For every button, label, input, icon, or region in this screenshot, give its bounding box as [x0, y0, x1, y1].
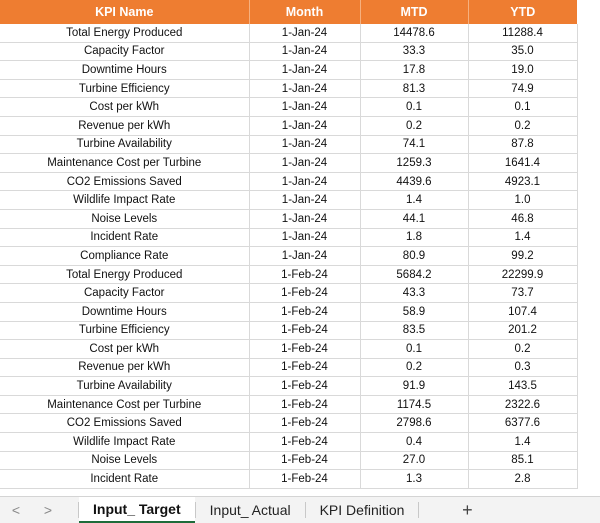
kpi-name-cell[interactable]: Turbine Efficiency	[0, 79, 249, 98]
table-row	[0, 98, 577, 117]
kpi-name-cell[interactable]: Cost per kWh	[0, 340, 249, 359]
mtd-cell[interactable]: 1259.3	[360, 154, 468, 173]
month-cell[interactable]: 1-Feb-24	[249, 284, 360, 303]
header-row	[0, 0, 577, 24]
kpi-name-cell[interactable]: Maintenance Cost per Turbine	[0, 395, 249, 414]
table-row	[0, 79, 577, 98]
month-cell[interactable]: 1-Jan-24	[249, 61, 360, 80]
kpi-name-cell[interactable]: Cost per kWh	[0, 98, 249, 117]
kpi-name-cell[interactable]: Incident Rate	[0, 228, 249, 247]
month-cell[interactable]: 1-Jan-24	[249, 154, 360, 173]
table-row	[0, 116, 577, 135]
table-row	[0, 209, 577, 228]
tab-divider	[418, 502, 419, 518]
ytd-cell[interactable]: 0.3	[468, 358, 577, 377]
month-cell[interactable]: 1-Feb-24	[249, 414, 360, 433]
ytd-cell[interactable]: 99.2	[468, 247, 577, 266]
table-row	[0, 284, 577, 303]
table-row	[0, 340, 577, 359]
kpi-name-cell[interactable]: Maintenance Cost per Turbine	[0, 154, 249, 173]
tab-input-target[interactable]: Input_ Target	[79, 497, 195, 523]
kpi-name-cell[interactable]: Capacity Factor	[0, 284, 249, 303]
mtd-cell[interactable]: 0.1	[360, 98, 468, 117]
kpi-name-cell[interactable]: Downtime Hours	[0, 302, 249, 321]
month-cell[interactable]: 1-Feb-24	[249, 358, 360, 377]
kpi-name-cell[interactable]: Compliance Rate	[0, 247, 249, 266]
ytd-cell[interactable]: 6377.6	[468, 414, 577, 433]
table-row	[0, 395, 577, 414]
mtd-cell[interactable]: 1.8	[360, 228, 468, 247]
mtd-cell[interactable]: 1174.5	[360, 395, 468, 414]
table-row	[0, 358, 577, 377]
header-month[interactable]: Month	[249, 0, 360, 24]
mtd-cell[interactable]: 80.9	[360, 247, 468, 266]
table-row	[0, 302, 577, 321]
ytd-cell[interactable]: 143.5	[468, 377, 577, 396]
month-cell[interactable]: 1-Feb-24	[249, 340, 360, 359]
ytd-cell[interactable]: 46.8	[468, 209, 577, 228]
mtd-cell[interactable]: 17.8	[360, 61, 468, 80]
month-cell[interactable]: 1-Jan-24	[249, 228, 360, 247]
ytd-cell[interactable]: 85.1	[468, 451, 577, 470]
kpi-name-cell[interactable]: Noise Levels	[0, 451, 249, 470]
sheet-tab-bar	[0, 496, 600, 523]
header-ytd[interactable]: YTD	[468, 0, 577, 24]
ytd-cell[interactable]: 87.8	[468, 135, 577, 154]
ytd-cell[interactable]: 1.4	[468, 228, 577, 247]
ytd-cell[interactable]: 35.0	[468, 42, 577, 61]
kpi-name-cell[interactable]: Capacity Factor	[0, 42, 249, 61]
table-row	[0, 247, 577, 266]
kpi-name-cell[interactable]: Revenue per kWh	[0, 358, 249, 377]
mtd-cell[interactable]: 33.3	[360, 42, 468, 61]
ytd-cell[interactable]: 201.2	[468, 321, 577, 340]
mtd-cell[interactable]: 58.9	[360, 302, 468, 321]
table-row	[0, 135, 577, 154]
kpi-name-cell[interactable]: Revenue per kWh	[0, 116, 249, 135]
ytd-cell[interactable]: 4923.1	[468, 172, 577, 191]
tab-kpi-definition[interactable]: KPI Definition	[319, 502, 405, 518]
mtd-cell[interactable]: 1.3	[360, 470, 468, 489]
table-row	[0, 172, 577, 191]
table-row	[0, 265, 577, 284]
mtd-cell[interactable]: 44.1	[360, 209, 468, 228]
month-cell[interactable]: 1-Feb-24	[249, 321, 360, 340]
mtd-cell[interactable]: 1.4	[360, 191, 468, 210]
kpi-name-cell[interactable]: Total Energy Produced	[0, 265, 249, 284]
ytd-cell[interactable]: 2.8	[468, 470, 577, 489]
mtd-cell[interactable]: 81.3	[360, 79, 468, 98]
month-cell[interactable]: 1-Jan-24	[249, 172, 360, 191]
mtd-cell[interactable]: 5684.2	[360, 265, 468, 284]
ytd-cell[interactable]: 2322.6	[468, 395, 577, 414]
ytd-cell[interactable]: 11288.4	[468, 24, 577, 42]
kpi-name-cell[interactable]: Turbine Efficiency	[0, 321, 249, 340]
table-row	[0, 228, 577, 247]
mtd-cell[interactable]: 91.9	[360, 377, 468, 396]
month-cell[interactable]: 1-Feb-24	[249, 377, 360, 396]
month-cell[interactable]: 1-Jan-24	[249, 42, 360, 61]
ytd-cell[interactable]: 1.4	[468, 433, 577, 452]
mtd-cell[interactable]: 4439.6	[360, 172, 468, 191]
mtd-cell[interactable]: 0.2	[360, 358, 468, 377]
table-row	[0, 470, 577, 489]
month-cell[interactable]: 1-Feb-24	[249, 265, 360, 284]
month-cell[interactable]: 1-Feb-24	[249, 395, 360, 414]
kpi-name-cell[interactable]: Turbine Availability	[0, 135, 249, 154]
kpi-name-cell[interactable]: Downtime Hours	[0, 61, 249, 80]
mtd-cell[interactable]: 43.3	[360, 284, 468, 303]
header-kpi-name[interactable]: KPI Name	[0, 0, 249, 24]
mtd-cell[interactable]: 14478.6	[360, 24, 468, 42]
table-row	[0, 42, 577, 61]
mtd-cell[interactable]: 27.0	[360, 451, 468, 470]
table-row	[0, 451, 577, 470]
table-row	[0, 154, 577, 173]
scroll-left-icon[interactable]: <	[11, 502, 21, 518]
mtd-cell[interactable]: 0.2	[360, 116, 468, 135]
ytd-cell[interactable]: 73.7	[468, 284, 577, 303]
month-cell[interactable]: 1-Jan-24	[249, 247, 360, 266]
ytd-cell[interactable]: 0.1	[468, 98, 577, 117]
month-cell[interactable]: 1-Jan-24	[249, 79, 360, 98]
month-cell[interactable]: 1-Feb-24	[249, 451, 360, 470]
ytd-cell[interactable]: 0.2	[468, 340, 577, 359]
ytd-cell[interactable]: 22299.9	[468, 265, 577, 284]
month-cell[interactable]: 1-Jan-24	[249, 209, 360, 228]
table-row	[0, 377, 577, 396]
mtd-cell[interactable]: 83.5	[360, 321, 468, 340]
month-cell[interactable]: 1-Feb-24	[249, 470, 360, 489]
month-cell[interactable]: 1-Jan-24	[249, 135, 360, 154]
table-row	[0, 191, 577, 210]
kpi-name-cell[interactable]: Total Energy Produced	[0, 24, 249, 42]
mtd-cell[interactable]: 74.1	[360, 135, 468, 154]
tab-input-actual[interactable]: Input_ Actual	[209, 502, 291, 518]
mtd-cell[interactable]: 0.1	[360, 340, 468, 359]
table-body	[0, 24, 577, 488]
kpi-name-cell[interactable]: Wildlife Impact Rate	[0, 191, 249, 210]
ytd-cell[interactable]: 0.2	[468, 116, 577, 135]
header-mtd[interactable]: MTD	[360, 0, 468, 24]
add-sheet-icon[interactable]: +	[462, 499, 473, 520]
table-row	[0, 321, 577, 340]
kpi-name-cell[interactable]: CO2 Emissions Saved	[0, 414, 249, 433]
ytd-cell[interactable]: 74.9	[468, 79, 577, 98]
month-cell[interactable]: 1-Jan-24	[249, 24, 360, 42]
kpi-name-cell[interactable]: Incident Rate	[0, 470, 249, 489]
month-cell[interactable]: 1-Jan-24	[249, 116, 360, 135]
ytd-cell[interactable]: 107.4	[468, 302, 577, 321]
mtd-cell[interactable]: 0.4	[360, 433, 468, 452]
table-row	[0, 61, 577, 80]
ytd-cell[interactable]: 1641.4	[468, 154, 577, 173]
ytd-cell[interactable]: 1.0	[468, 191, 577, 210]
scroll-right-icon[interactable]: >	[43, 502, 53, 518]
kpi-name-cell[interactable]: Turbine Availability	[0, 377, 249, 396]
table-row	[0, 414, 577, 433]
kpi-name-cell[interactable]: Noise Levels	[0, 209, 249, 228]
month-cell[interactable]: 1-Jan-24	[249, 98, 360, 117]
mtd-cell[interactable]: 2798.6	[360, 414, 468, 433]
table-row	[0, 433, 577, 452]
ytd-cell[interactable]: 19.0	[468, 61, 577, 80]
table-row	[0, 24, 577, 42]
month-cell[interactable]: 1-Feb-24	[249, 433, 360, 452]
month-cell[interactable]: 1-Jan-24	[249, 191, 360, 210]
kpi-name-cell[interactable]: Wildlife Impact Rate	[0, 433, 249, 452]
month-cell[interactable]: 1-Feb-24	[249, 302, 360, 321]
kpi-name-cell[interactable]: CO2 Emissions Saved	[0, 172, 249, 191]
